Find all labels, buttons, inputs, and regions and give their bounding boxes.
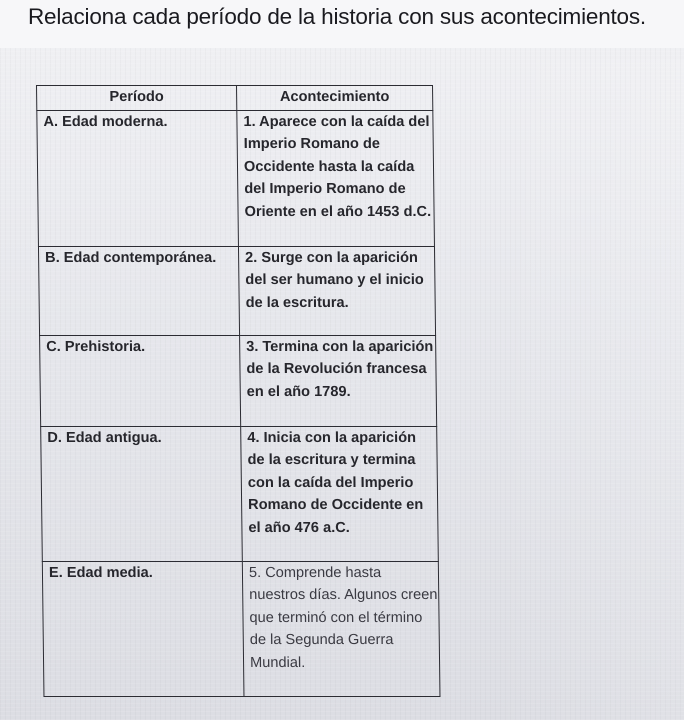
- event-text: 2. Surge con la aparición del ser humano y el inicio de la escritura.: [245, 250, 424, 311]
- event-cell: [240, 336, 437, 427]
- paper-glare: [484, 60, 684, 720]
- period-cell: E. Edad media.: [42, 562, 244, 697]
- event-text: 5. Comprende hasta nuestros días. Algunos creen que terminó con el término de la Segunda Guerra Mundial.: [248, 565, 438, 671]
- worksheet-table-wrapper: [36, 85, 439, 697]
- header-period: Período: [37, 86, 237, 111]
- period-cell: B. Edad contemporánea.: [38, 247, 239, 336]
- table-row: [40, 336, 437, 427]
- table-row: [38, 247, 435, 336]
- period-cell: A. Edad moderna.: [37, 111, 239, 247]
- event-text: 3. Termina con la aparición de la Revolución francesa en el año 1789.: [246, 339, 434, 400]
- history-periods-table: [36, 85, 440, 697]
- event-cell: [238, 247, 435, 336]
- question-text: Relaciona cada período de la historia con sus acontecimientos.: [28, 4, 646, 29]
- table-row: [41, 427, 439, 562]
- event-text: 4. Inicia con la aparición de la escritura y termina con la caída del Imperio Romano de Occidente en el año 476 a.C.: [247, 430, 424, 536]
- period-cell: C. Prehistoria.: [40, 336, 241, 427]
- event-text: 1. Aparece con la caída del Imperio Romano de Occidente hasta la caída del Imperio Romano de Oriente en el año 1453 d.C.: [243, 114, 432, 220]
- table-header-row: [37, 86, 433, 111]
- period-cell: D. Edad antigua.: [41, 427, 243, 562]
- table-row: [37, 111, 435, 247]
- header-event: Acontecimiento: [237, 86, 433, 111]
- event-cell: [242, 562, 440, 697]
- event-cell: [241, 427, 439, 562]
- table-row: [42, 562, 440, 697]
- event-cell: [237, 111, 435, 247]
